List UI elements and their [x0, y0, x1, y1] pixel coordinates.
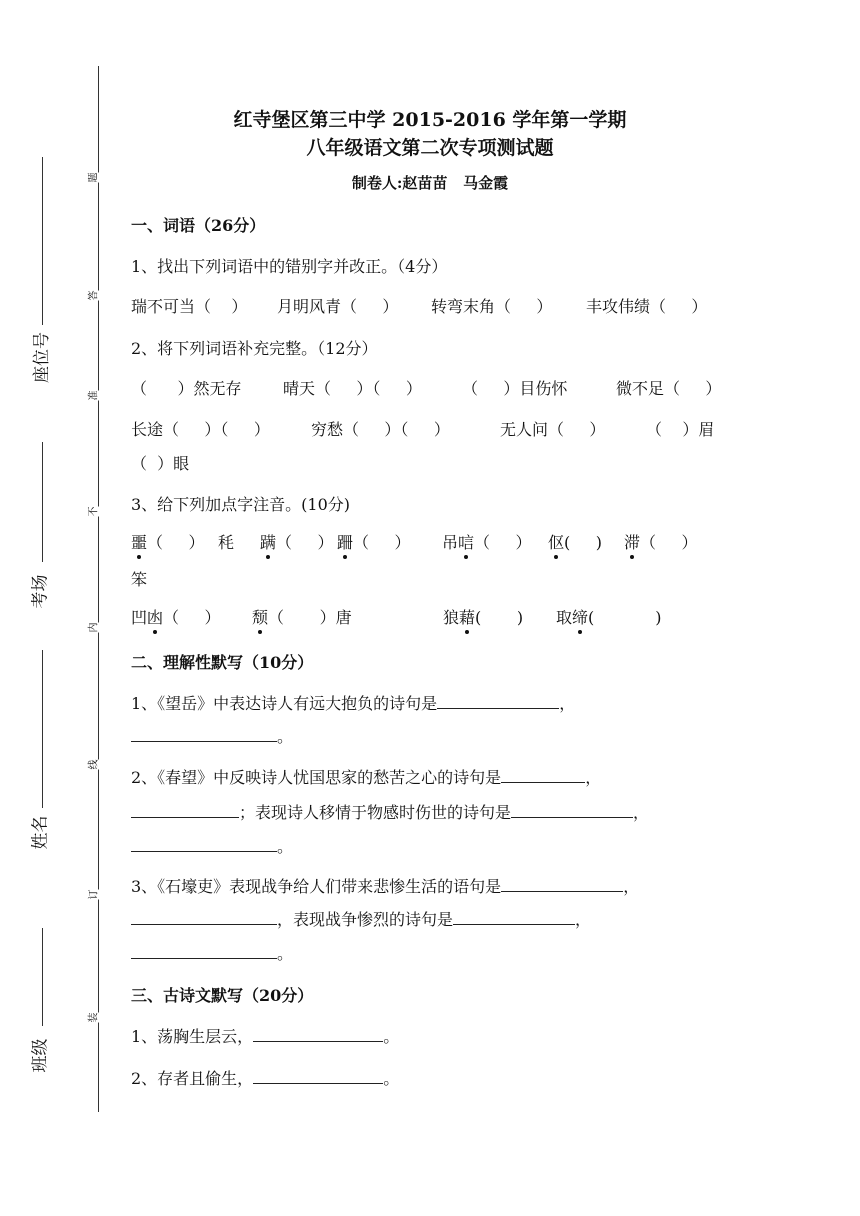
name-label: 姓名	[30, 815, 51, 850]
q1-item: 丰攻伟绩（ ）	[586, 297, 708, 316]
q2-item: （ ）目伤怀	[462, 379, 568, 398]
recite-line: 2、存者且偷生， 。	[131, 1069, 400, 1088]
answer-blank[interactable]	[501, 877, 623, 892]
answer-blank[interactable]	[253, 1069, 383, 1084]
seal-char: 题	[83, 173, 102, 183]
answer-blank[interactable]	[131, 837, 277, 852]
answer-blank[interactable]	[253, 1027, 383, 1042]
seal-char: 订	[83, 890, 102, 900]
q2-prompt: 2、将下列词语补充完整。（12分）	[131, 339, 378, 358]
section2-heading: 二、理解性默写（10分）	[131, 653, 314, 672]
answer-blank[interactable]	[131, 727, 277, 742]
pinyin-item: 噩（ ）	[131, 530, 204, 553]
q1-item: 瑞不可当（ ）	[131, 297, 248, 316]
recite-line: ；表现诗人移情于物感时伤世的诗句是 ，	[131, 800, 649, 823]
class-field[interactable]	[42, 928, 43, 1026]
q1-prompt: 1、找出下列词语中的错别字并改正。（4分）	[131, 257, 448, 276]
title-line-2: 八年级语文第二次专项测试题	[306, 137, 554, 159]
class-label: 班级	[30, 1038, 51, 1073]
pinyin-item: 笨	[131, 570, 148, 589]
q3-prompt: 3、给下列加点字注音。(10分)	[131, 495, 351, 514]
q2-item: 晴天（ ）（ ）	[283, 379, 422, 398]
seal-char: 线	[83, 760, 102, 770]
title-line-1: 红寺堡区第三中学 2015-2016 学年第一学期	[233, 109, 627, 131]
pinyin-item: 颓（ ）唐	[252, 605, 352, 628]
recite-line: ，表现战争惨烈的诗句是 ，	[131, 907, 591, 930]
recite-line: 。	[131, 941, 293, 964]
section3-heading: 三、古诗文默写（20分）	[131, 986, 314, 1005]
seal-char: 装	[83, 1013, 102, 1023]
binding-line	[98, 66, 99, 1112]
answer-blank[interactable]	[501, 768, 585, 783]
answer-blank[interactable]	[511, 803, 633, 818]
room-field[interactable]	[42, 442, 43, 562]
q2-item: （ ）眼	[131, 454, 190, 473]
pinyin-item: 吊唁（ ）	[442, 530, 531, 553]
answer-blank[interactable]	[453, 910, 575, 925]
pinyin-item: 狼藉( )	[443, 605, 523, 628]
seal-char: 准	[83, 391, 102, 401]
recite-line: 。	[131, 724, 293, 747]
recite-line: 1、荡胸生层云， 。	[131, 1027, 400, 1046]
q2-item: 穷愁（ ）（ ）	[311, 420, 450, 439]
seal-char: 答	[83, 291, 102, 301]
answer-blank[interactable]	[131, 944, 277, 959]
q1-item: 转弯末角（ ）	[431, 297, 553, 316]
recite-line: 1、《望岳》中表达诗人有远大抱负的诗句是 ，	[131, 694, 576, 713]
q2-item: （ ）然无存	[131, 379, 242, 398]
q2-item: （ ）眉	[646, 420, 715, 439]
q1-item: 月明风青（ ）	[277, 297, 399, 316]
pinyin-item: 伛( )	[548, 530, 602, 553]
pinyin-item: 滞（ ）	[624, 530, 697, 553]
recite-line: 3、《石壕吏》表现战争给人们带来悲惨生活的语句是 ，	[131, 877, 640, 896]
seal-char: 不	[83, 507, 102, 517]
q2-item: 长途（ ）（ ）	[131, 420, 270, 439]
room-label: 考场	[30, 574, 51, 609]
author-line: 制卷人:赵苗苗 马金霞	[351, 174, 509, 192]
q2-item: 无人问（ ）	[500, 420, 606, 439]
q2-item: 微不足（ ）	[616, 379, 722, 398]
section1-heading: 一、词语（26分）	[131, 216, 266, 235]
recite-line: 。	[131, 834, 293, 857]
answer-blank[interactable]	[437, 694, 559, 709]
recite-line: 2、《春望》中反映诗人忧国思家的愁苦之心的诗句是 ，	[131, 768, 602, 787]
pinyin-item: 蹒（ ）	[260, 530, 333, 553]
pinyin-item: 取缔( )	[556, 605, 662, 628]
seal-char: 内	[83, 623, 102, 633]
answer-blank[interactable]	[131, 803, 239, 818]
answer-blank[interactable]	[131, 910, 277, 925]
pinyin-item: 跚（ ）	[337, 530, 410, 553]
name-field[interactable]	[42, 650, 43, 808]
seat-label: 座位号	[32, 332, 52, 383]
pinyin-item: 凹凼（ ）	[131, 605, 220, 628]
pinyin-item: 秏	[218, 533, 235, 552]
